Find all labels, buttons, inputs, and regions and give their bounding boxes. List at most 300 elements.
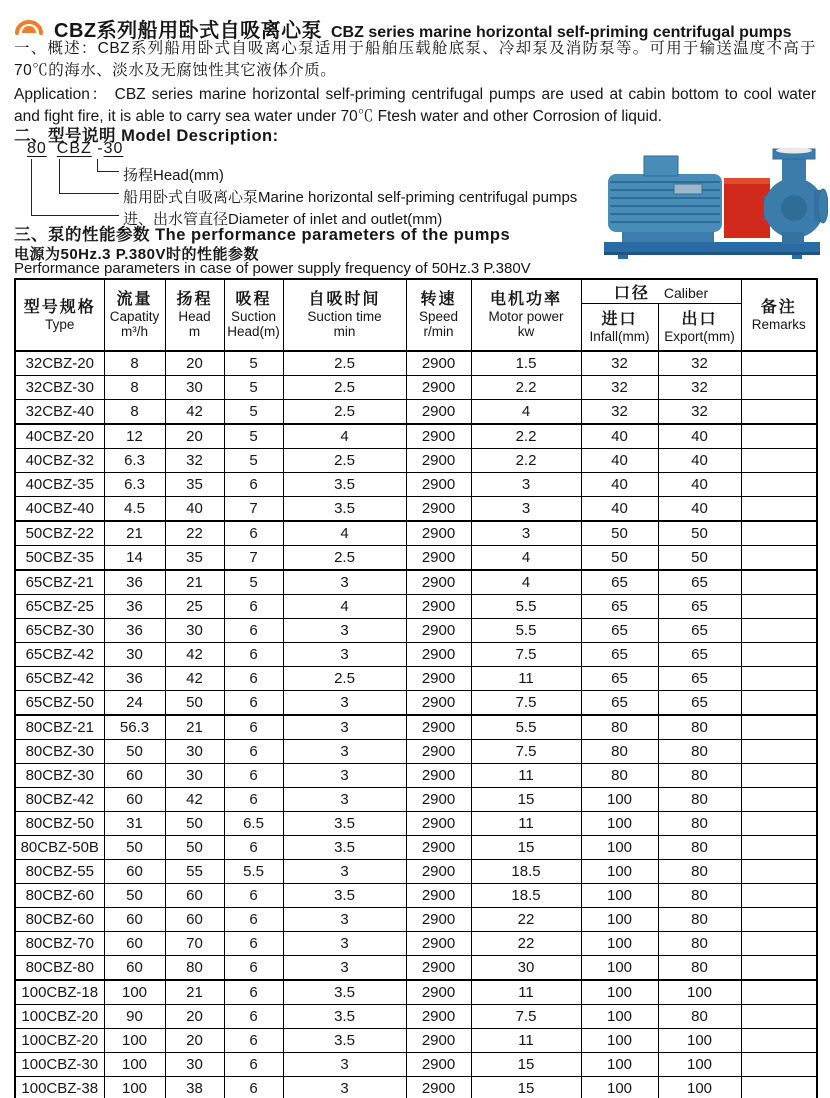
table-cell: 30 (165, 618, 224, 642)
table-cell: 30 (165, 375, 224, 399)
table-cell: 18.5 (471, 883, 581, 907)
table-cell: 3 (283, 859, 406, 883)
table-cell: 42 (165, 787, 224, 811)
table-row (15, 545, 817, 570)
table-cell: 6 (224, 883, 283, 907)
table-cell: 36 (104, 666, 165, 690)
table-cell: 3 (283, 690, 406, 715)
table-cell (741, 351, 817, 376)
table-cell: 80CBZ-50B (15, 835, 104, 859)
table-cell: 3 (283, 787, 406, 811)
table-cell: 6 (224, 739, 283, 763)
table-cell: 40 (581, 472, 658, 496)
power-supply-note-cn: 电源为50Hz.3 P.380V时的性能参数 (14, 246, 259, 263)
table-cell: 60 (165, 907, 224, 931)
table-cell: 60 (104, 859, 165, 883)
table-cell: 65 (581, 594, 658, 618)
table-cell (741, 883, 817, 907)
table-cell: 7.5 (471, 642, 581, 666)
table-cell: 5 (224, 375, 283, 399)
table-cell: 100 (581, 883, 658, 907)
table-cell (741, 1076, 817, 1098)
table-cell: 6 (224, 1004, 283, 1028)
table-row (15, 496, 817, 521)
table-cell: 32 (658, 351, 741, 376)
table-cell: 3 (283, 1076, 406, 1098)
table-cell: 2900 (406, 399, 471, 424)
table-cell: 100 (658, 1028, 741, 1052)
table-row (15, 907, 817, 931)
table-cell: 2.5 (283, 545, 406, 570)
table-cell: 6 (224, 787, 283, 811)
table-cell: 100CBZ-18 (15, 980, 104, 1005)
table-cell: 65CBZ-25 (15, 594, 104, 618)
table-cell (741, 739, 817, 763)
table-cell: 15 (471, 787, 581, 811)
table-cell: 3 (471, 521, 581, 546)
table-cell: 2900 (406, 883, 471, 907)
table-cell: 80 (658, 763, 741, 787)
model-code-example (27, 140, 123, 158)
table-cell: 5 (224, 424, 283, 449)
table-cell: 2900 (406, 618, 471, 642)
table-cell: 2900 (406, 1076, 471, 1098)
table-cell: 80 (658, 811, 741, 835)
table-cell: 7.5 (471, 1004, 581, 1028)
table-row (15, 351, 817, 376)
table-cell: 100 (581, 859, 658, 883)
table-cell: 50 (581, 545, 658, 570)
overview-paragraph-cn: 一、概述：CBZ系列船用卧式自吸离心泵适用于船舶压载舱底泵、冷却泵及消防泵等。可用于输送温度不高于70℃的海水、淡水及无腐蚀性其它液体介质。 (14, 40, 816, 79)
table-cell: 80CBZ-55 (15, 859, 104, 883)
table-cell: 6 (224, 835, 283, 859)
table-cell: 21 (165, 570, 224, 595)
table-cell: 60 (104, 907, 165, 931)
table-cell (741, 472, 817, 496)
table-cell: 2900 (406, 496, 471, 521)
table-cell: 50 (165, 811, 224, 835)
table-row (15, 618, 817, 642)
table-cell (741, 955, 817, 980)
table-cell: 2900 (406, 739, 471, 763)
table-row (15, 424, 817, 449)
table-cell: 15 (471, 1052, 581, 1076)
table-cell: 65 (658, 570, 741, 595)
table-cell: 21 (165, 715, 224, 740)
table-row (15, 739, 817, 763)
table-cell: 4 (471, 399, 581, 424)
table-cell: 70 (165, 931, 224, 955)
table-cell: 65 (581, 642, 658, 666)
table-row (15, 955, 817, 980)
performance-table-wrap (14, 278, 818, 1098)
table-cell: 50 (104, 835, 165, 859)
table-cell: 80 (658, 835, 741, 859)
table-cell: 50CBZ-22 (15, 521, 104, 546)
table-row (15, 472, 817, 496)
table-cell: 50 (165, 690, 224, 715)
connector-line-inlet (31, 159, 119, 216)
table-cell: 22 (471, 907, 581, 931)
table-cell (741, 931, 817, 955)
table-row (15, 690, 817, 715)
col-header-export: 出口 Export(mm) (658, 304, 741, 351)
table-cell: 7.5 (471, 690, 581, 715)
table-cell: 6 (224, 715, 283, 740)
table-cell: 35 (165, 545, 224, 570)
table-cell (741, 907, 817, 931)
table-cell: 8 (104, 399, 165, 424)
table-cell: 3 (283, 715, 406, 740)
table-cell: 24 (104, 690, 165, 715)
table-cell: 22 (471, 931, 581, 955)
table-cell: 80CBZ-60 (15, 883, 104, 907)
table-cell: 3 (471, 496, 581, 521)
table-row (15, 594, 817, 618)
table-cell: 65 (581, 690, 658, 715)
col-header-suction-head: 吸程 Suction Head(m) (224, 279, 283, 351)
table-cell: 3.5 (283, 883, 406, 907)
table-cell: 80CBZ-30 (15, 763, 104, 787)
table-cell (741, 399, 817, 424)
table-cell: 6 (224, 521, 283, 546)
table-cell: 3.5 (283, 1028, 406, 1052)
table-cell: 100CBZ-30 (15, 1052, 104, 1076)
table-cell: 3.5 (283, 496, 406, 521)
table-cell: 42 (165, 666, 224, 690)
table-cell (741, 666, 817, 690)
table-cell: 80 (658, 955, 741, 980)
table-cell: 90 (104, 1004, 165, 1028)
table-cell: 100 (581, 811, 658, 835)
model-label-inlet: 进、出水管直径Diameter of inlet and outlet(mm) (123, 211, 443, 228)
page-title-cn: CBZ系列船用卧式自吸离心泵 (54, 20, 323, 42)
table-cell: 4 (283, 521, 406, 546)
table-cell: 6 (224, 666, 283, 690)
table-cell: 100 (104, 1052, 165, 1076)
table-cell: 100CBZ-20 (15, 1004, 104, 1028)
table-cell: 100 (581, 787, 658, 811)
table-cell: 80 (581, 739, 658, 763)
col-header-caliber: 口径 Caliber (581, 279, 741, 304)
table-cell: 6.5 (224, 811, 283, 835)
table-cell: 80 (658, 931, 741, 955)
table-cell: 21 (165, 980, 224, 1005)
table-cell: 3 (283, 955, 406, 980)
table-cell: 6 (224, 472, 283, 496)
table-cell (741, 811, 817, 835)
table-cell: 2900 (406, 424, 471, 449)
table-row (15, 1076, 817, 1098)
table-row (15, 931, 817, 955)
table-cell: 100 (581, 907, 658, 931)
table-cell: 11 (471, 666, 581, 690)
table-cell: 3 (283, 618, 406, 642)
table-cell: 2.5 (283, 351, 406, 376)
table-cell: 80CBZ-50 (15, 811, 104, 835)
table-cell: 2900 (406, 666, 471, 690)
table-cell: 5.5 (471, 618, 581, 642)
table-cell: 4 (283, 594, 406, 618)
table-cell: 80 (658, 787, 741, 811)
table-cell: 6 (224, 955, 283, 980)
table-cell (741, 594, 817, 618)
table-cell: 30 (165, 1052, 224, 1076)
table-cell: 2.5 (283, 666, 406, 690)
table-row (15, 521, 817, 546)
table-cell: 100 (581, 980, 658, 1005)
table-cell: 30 (165, 739, 224, 763)
table-cell: 42 (165, 399, 224, 424)
table-cell: 2900 (406, 375, 471, 399)
col-header-type: 型号规格 Type (15, 279, 104, 351)
table-cell (741, 424, 817, 449)
table-cell: 3 (283, 739, 406, 763)
table-cell: 6 (224, 618, 283, 642)
table-cell: 5 (224, 351, 283, 376)
table-cell: 11 (471, 1028, 581, 1052)
table-row (15, 399, 817, 424)
overview-paragraph-en: Application： CBZ series marine horizontal self-priming centrifugal pumps are used at cabin bottom to cool water and fight fire, it is able to carry sea water under 70℃ Ftesh water and other Corrosion of liquid. (14, 86, 816, 125)
table-cell: 2900 (406, 907, 471, 931)
table-cell: 32 (658, 399, 741, 424)
col-header-infall: 进口 Infall(mm) (581, 304, 658, 351)
table-cell: 40 (658, 472, 741, 496)
table-cell: 3 (283, 931, 406, 955)
table-cell: 4 (283, 424, 406, 449)
table-cell: 80CBZ-70 (15, 931, 104, 955)
table-cell: 80 (658, 859, 741, 883)
table-cell: 11 (471, 980, 581, 1005)
table-cell: 2900 (406, 351, 471, 376)
table-row (15, 859, 817, 883)
table-cell: 6 (224, 1028, 283, 1052)
table-cell: 36 (104, 594, 165, 618)
table-cell: 21 (104, 521, 165, 546)
table-cell (741, 787, 817, 811)
table-cell: 60 (104, 763, 165, 787)
table-cell: 65 (658, 594, 741, 618)
table-cell: 100 (658, 1052, 741, 1076)
table-cell: 2900 (406, 859, 471, 883)
table-cell: 40 (581, 448, 658, 472)
table-cell: 6 (224, 690, 283, 715)
table-cell: 5.5 (224, 859, 283, 883)
table-cell: 7 (224, 545, 283, 570)
table-cell: 2.5 (283, 448, 406, 472)
model-token-series: CBZ (56, 140, 92, 157)
table-cell: 65CBZ-30 (15, 618, 104, 642)
table-cell: 40 (658, 448, 741, 472)
table-cell: 6 (224, 1076, 283, 1098)
table-row (15, 715, 817, 740)
pump-product-image (596, 146, 828, 264)
table-cell: 6.3 (104, 472, 165, 496)
table-cell: 100 (104, 1076, 165, 1098)
table-cell: 32 (581, 399, 658, 424)
table-cell: 2900 (406, 570, 471, 595)
table-cell: 32 (658, 375, 741, 399)
table-cell: 20 (165, 1028, 224, 1052)
table-cell: 42 (165, 642, 224, 666)
table-cell: 2.2 (471, 448, 581, 472)
table-cell: 2900 (406, 715, 471, 740)
table-cell: 50 (104, 883, 165, 907)
table-cell: 12 (104, 424, 165, 449)
table-row (15, 787, 817, 811)
col-header-remarks: 备注 Remarks (741, 279, 817, 351)
table-cell (741, 618, 817, 642)
table-cell (741, 570, 817, 595)
table-cell: 5 (224, 570, 283, 595)
table-cell: 100 (658, 980, 741, 1005)
table-cell: 100 (581, 835, 658, 859)
table-cell: 100 (104, 1028, 165, 1052)
table-cell (741, 763, 817, 787)
table-cell: 2900 (406, 1028, 471, 1052)
table-cell: 38 (165, 1076, 224, 1098)
table-cell: 40 (581, 496, 658, 521)
table-cell: 80CBZ-80 (15, 955, 104, 980)
table-cell: 18.5 (471, 859, 581, 883)
table-cell: 65 (658, 618, 741, 642)
table-cell: 2900 (406, 835, 471, 859)
table-cell: 2900 (406, 787, 471, 811)
table-cell: 50 (104, 739, 165, 763)
table-cell (741, 375, 817, 399)
table-cell: 50 (658, 521, 741, 546)
perf-table-body (15, 351, 817, 1098)
table-cell: 80 (581, 715, 658, 740)
performance-heading: 三、泵的性能参数 The performance parameters of the pumps (14, 226, 511, 244)
table-cell: 15 (471, 835, 581, 859)
table-row (15, 763, 817, 787)
table-cell: 65 (658, 666, 741, 690)
table-cell: 60 (104, 787, 165, 811)
col-header-motor-power: 电机功率 Motor power kw (471, 279, 581, 351)
table-cell: 3 (283, 763, 406, 787)
table-cell: 32CBZ-20 (15, 351, 104, 376)
table-cell: 36 (104, 618, 165, 642)
table-cell: 80 (658, 715, 741, 740)
col-header-capacity: 流量 Capatity m³/h (104, 279, 165, 351)
table-cell: 30 (471, 955, 581, 980)
table-cell: 40 (658, 496, 741, 521)
table-cell: 30 (165, 763, 224, 787)
table-cell: 2900 (406, 1052, 471, 1076)
table-cell: 35 (165, 472, 224, 496)
page-title-en: CBZ series marine horizontal self-priming centrifugal pumps (331, 24, 792, 41)
table-row (15, 883, 817, 907)
table-cell: 3.5 (283, 811, 406, 835)
table-cell: 2900 (406, 811, 471, 835)
table-cell: 80 (658, 883, 741, 907)
table-cell: 80CBZ-60 (15, 907, 104, 931)
table-cell: 100 (104, 980, 165, 1005)
table-cell: 32 (165, 448, 224, 472)
table-cell: 2900 (406, 594, 471, 618)
table-cell (741, 715, 817, 740)
table-cell: 80CBZ-30 (15, 739, 104, 763)
table-header (15, 279, 817, 351)
table-cell (741, 496, 817, 521)
table-cell: 40CBZ-32 (15, 448, 104, 472)
table-row (15, 448, 817, 472)
table-cell (741, 1004, 817, 1028)
table-cell: 5 (224, 399, 283, 424)
table-cell: 2900 (406, 642, 471, 666)
table-cell: 5 (224, 448, 283, 472)
table-cell: 65CBZ-21 (15, 570, 104, 595)
table-cell (741, 1028, 817, 1052)
table-cell (741, 521, 817, 546)
table-cell: 6 (224, 642, 283, 666)
table-cell: 2900 (406, 1004, 471, 1028)
table-cell: 11 (471, 763, 581, 787)
model-token-dash: - (97, 140, 104, 157)
table-row (15, 811, 817, 835)
orange-arc-logo-icon (12, 15, 46, 39)
table-cell: 40CBZ-40 (15, 496, 104, 521)
col-header-suction-time: 自吸时间 Suction time min (283, 279, 406, 351)
table-cell: 3.5 (283, 472, 406, 496)
table-cell: 14 (104, 545, 165, 570)
table-cell: 4 (471, 570, 581, 595)
table-cell: 6 (224, 763, 283, 787)
table-cell: 40CBZ-20 (15, 424, 104, 449)
table-cell: 65 (581, 570, 658, 595)
table-cell: 50 (658, 545, 741, 570)
table-cell: 20 (165, 351, 224, 376)
table-cell: 65CBZ-42 (15, 642, 104, 666)
table-cell: 100 (581, 1004, 658, 1028)
table-cell: 2.2 (471, 424, 581, 449)
table-cell: 4 (471, 545, 581, 570)
table-cell: 8 (104, 375, 165, 399)
table-cell: 2900 (406, 763, 471, 787)
table-cell (741, 545, 817, 570)
table-cell: 6 (224, 980, 283, 1005)
table-cell: 60 (104, 931, 165, 955)
table-row (15, 980, 817, 1005)
table-cell: 65 (581, 618, 658, 642)
table-row (15, 375, 817, 399)
table-row (15, 666, 817, 690)
table-cell: 80 (581, 763, 658, 787)
table-cell (741, 835, 817, 859)
table-cell: 2900 (406, 472, 471, 496)
table-cell: 7.5 (471, 739, 581, 763)
table-cell: 5.5 (471, 715, 581, 740)
table-cell: 100 (581, 1076, 658, 1098)
table-cell: 65 (658, 642, 741, 666)
table-cell: 32 (581, 351, 658, 376)
table-cell: 2900 (406, 448, 471, 472)
table-cell: 2900 (406, 521, 471, 546)
table-cell: 100 (581, 955, 658, 980)
table-cell: 2.5 (283, 375, 406, 399)
model-token-inlet: 80 (27, 140, 47, 157)
table-cell: 2.5 (283, 399, 406, 424)
table-cell: 15 (471, 1076, 581, 1098)
table-cell: 100 (581, 931, 658, 955)
table-cell (741, 690, 817, 715)
table-cell: 3 (283, 907, 406, 931)
col-header-head: 扬程 Head m (165, 279, 224, 351)
table-cell: 3 (471, 472, 581, 496)
table-cell: 40 (581, 424, 658, 449)
table-cell: 6 (224, 931, 283, 955)
